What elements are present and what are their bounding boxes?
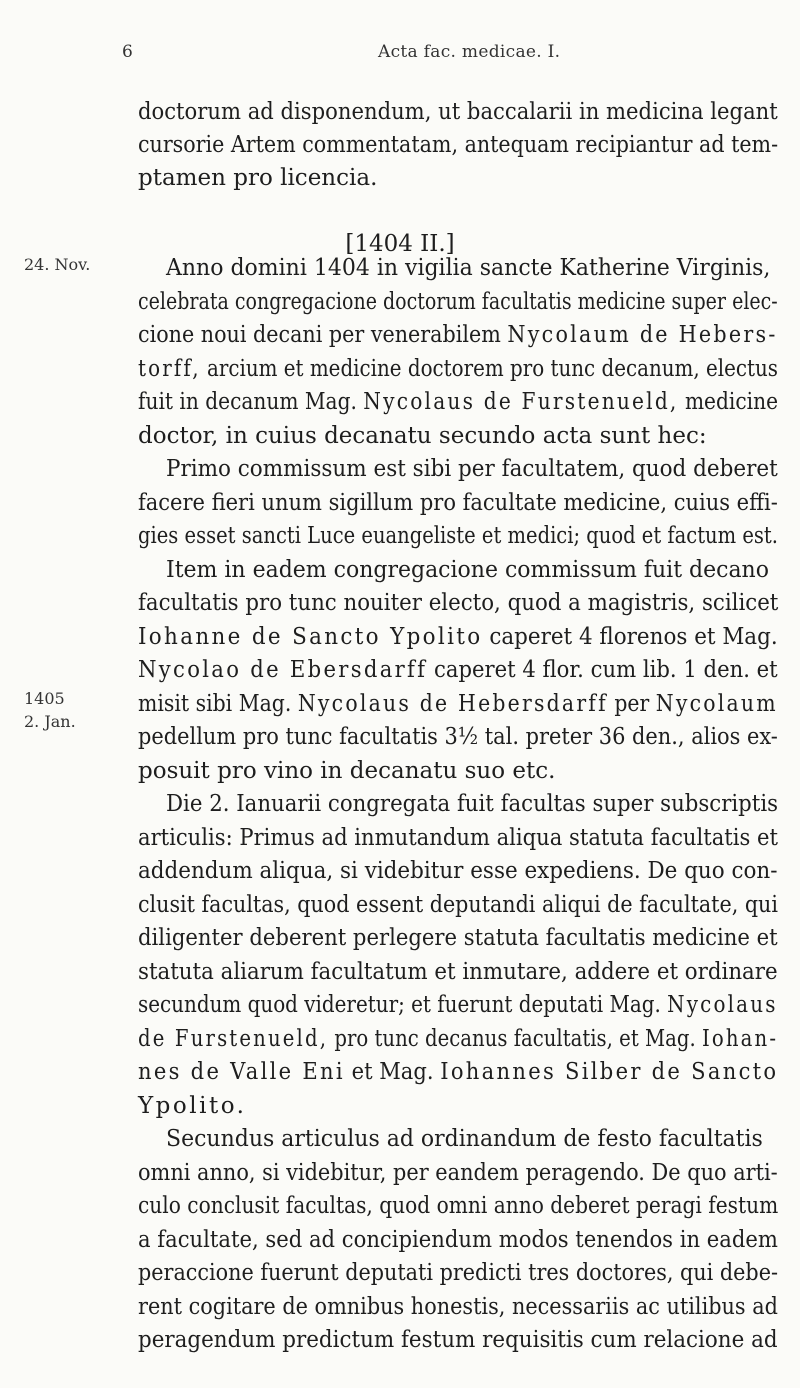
person-name: Iohan- [701,1026,779,1052]
person-name: Nycolao de Ebersdarff [138,657,428,683]
section-heading: [1404 II.] [345,231,455,257]
person-name: nes de Valle Eni [138,1059,345,1085]
text-line: diligenter deberent perlegere statuta facultatis medicine et [138,925,778,951]
person-name: Ypolito. [138,1093,247,1119]
margin-date-24-nov: 24. Nov. [24,255,91,274]
text-line: clusit facultas, quod essent deputandi aliqui de facultate, qui [138,892,778,918]
text-line: rent cogitare de omnibus honestis, necessariis ac utilibus ad [138,1294,778,1320]
text-run: arcium et medicine doctorem pro tunc decanum, electus [207,356,778,382]
person-name: Nycolaum [655,691,778,717]
margin-year-1405: 1405 [24,689,65,708]
text-line [138,988,778,1022]
person-name: Nycolaus de Furstenueld, [363,389,679,415]
text-run: secundum quod videretur; et fuerunt deputati Mag. [138,992,661,1018]
text-line: ptamen pro licencia. [138,165,378,191]
text-run: per [614,691,650,717]
text-line: gies esset sancti Luce euangeliste et medici; quod et factum est. [138,523,778,549]
person-name: torff, [138,356,201,382]
person-name: Nycolaum de Hebers- [507,322,778,348]
text-line: addendum aliqua, si videbitur esse expediens. De quo con- [138,858,778,884]
text-line: cursorie Artem commentatam, antequam recipiantur ad tem- [138,132,779,158]
text-line [138,385,779,419]
text-line: Die 2. Ianuarii congregata fuit facultas super subscriptis [166,791,779,817]
text-line: a facultate, sed ad concipiendum modos tenendos in eadem [138,1227,778,1253]
text-line: doctorum ad disponendum, ut baccalarii in medicina legant [138,99,778,125]
text-run: misit sibi Mag. [138,691,292,717]
text-run: et Mag. [351,1059,434,1085]
text-line [138,687,778,721]
text-line [138,1055,779,1089]
text-run: caperet 4 florenos et Mag. [489,624,778,650]
text-line: Item in eadem congregacione commissum fuit decano [166,557,769,583]
text-run: cione noui decani per venerabilem [138,322,501,348]
text-line: articulis: Primus ad inmutandum aliqua statuta facultatis et [138,825,778,851]
text-line: omni anno, si videbitur, per eandem peragendo. De quo arti- [138,1160,778,1186]
text-line: peragendum predictum festum requisitis cum relacione ad [138,1327,778,1353]
person-name: Iohanne de Sancto Ypolito [138,624,483,650]
text-line: celebrata congregacione doctorum facultatis medicine super elec- [138,289,778,315]
text-line: Anno domini 1404 in vigilia sancte Katherine Virginis, [166,255,771,281]
text-line: pedellum pro tunc facultatis 3½ tal. preter 36 den., alios ex- [138,724,778,750]
person-name: Nycolaus [667,992,778,1018]
person-name: Nycolaus de Hebersdarff [297,691,608,717]
text-line: facere fieri unum sigillum pro facultate medicine, cuius effi- [138,490,778,516]
text-line: Secundus articulus ad ordinandum de festo facultatis [166,1126,763,1152]
text-line: statuta aliarum facultatum et inmutare, addere et ordinare [138,959,778,985]
text-line: facultatis pro tunc nouiter electo, quod a magistris, scilicet [138,590,779,616]
text-line [138,1022,779,1056]
text-line: Primo commissum est sibi per facultatem, quod deberet [166,456,778,482]
text-line: peraccione fuerunt deputati predicti tres doctores, qui debe- [138,1260,778,1286]
running-head [0,42,800,66]
text-line: doctor, in cuius decanatu secundo acta sunt hec: [138,423,707,449]
text-line [138,318,778,352]
text-line [138,620,778,654]
text-line [138,352,778,386]
person-name: de Furstenueld, [138,1026,329,1052]
text-line [138,1089,778,1123]
person-name: Iohannes Silber de Sancto [440,1059,779,1085]
margin-date-2-jan: 2. Jan. [24,712,76,731]
text-run: pro tunc decanus facultatis, et Mag. [334,1026,696,1052]
text-line [138,653,778,687]
running-head-title: Acta fac. medicae. I. [378,42,561,62]
text-run: medicine [684,389,779,415]
text-line: posuit pro vino in decanatu suo etc. [138,758,556,784]
text-line: culo conclusit facultas, quod omni anno deberet peragi festum [138,1193,779,1219]
text-run: caperet 4 flor. cum lib. 1 den. et [434,657,778,683]
page-number: 6 [122,42,133,62]
text-run: fuit in decanum Mag. [138,389,357,415]
